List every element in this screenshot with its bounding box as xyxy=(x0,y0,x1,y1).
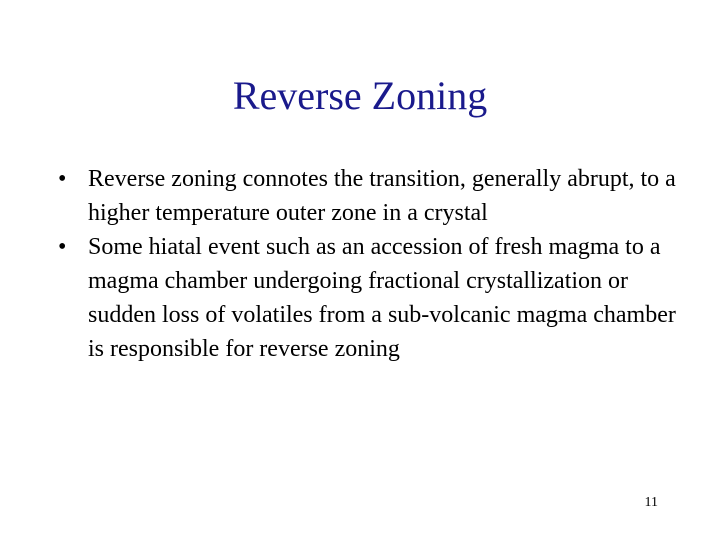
bullet-point-icon: • xyxy=(58,166,67,192)
bullet-point-icon: • xyxy=(58,234,67,260)
bullet-item xyxy=(58,230,678,366)
slide-title: Reverse Zoning xyxy=(232,73,488,118)
bullet-text: Some hiatal event such as an accession of fresh magma to a magma chamber undergoing fractional crystallization or sudden loss of volatiles from a sub-volcanic magma chamber is responsible for reverse zoning xyxy=(88,234,676,362)
bullet-list xyxy=(58,162,678,366)
page-number: 11 xyxy=(644,495,658,510)
bullet-item xyxy=(58,162,678,230)
bullet-text: Reverse zoning connotes the transition, generally abrupt, to a higher temperature outer zone in a crystal xyxy=(88,166,676,226)
